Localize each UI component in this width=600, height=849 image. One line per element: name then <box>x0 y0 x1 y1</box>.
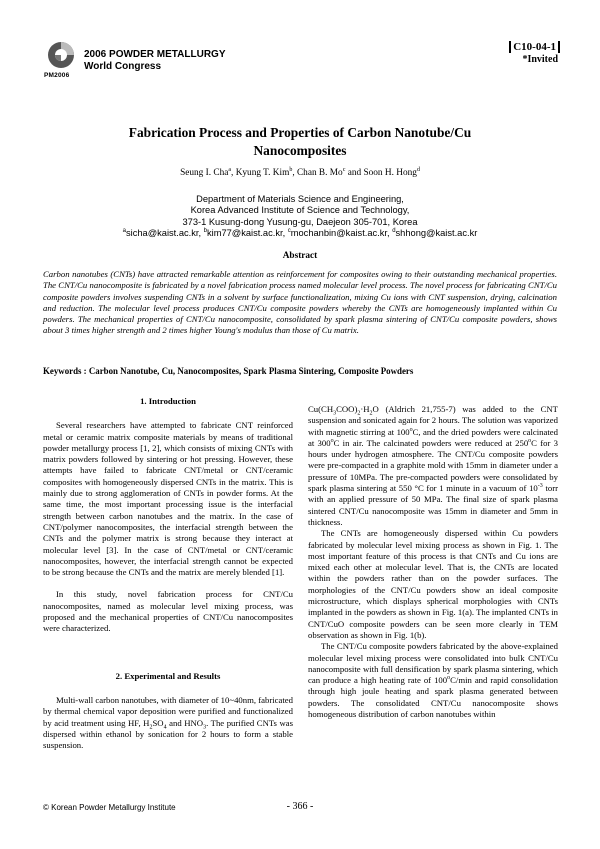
text-run: Multi-wall carbon nanotubes, with diameter of 10~40nm, fabricated by thermal chemical vapor deposition were purified and functionalized by acid treatment using HF, H <box>43 694 293 728</box>
subscript: 2 <box>357 410 361 417</box>
left-column <box>43 396 293 751</box>
text-run: C, and the dried powders were calcinated at 300 <box>308 426 558 448</box>
page-number: - 366 - <box>286 801 314 812</box>
superscript: o <box>528 438 532 444</box>
code-bar-right <box>558 41 560 53</box>
email-sup: d <box>392 228 396 235</box>
email: mochanbin@kaist.ac.kr, <box>290 228 390 239</box>
keywords: Keywords : Carbon Nanotube, Cu, Nanocomposites, Spark Plasma Sintering, Composite Powders <box>43 366 414 376</box>
email-sup: c <box>287 228 291 235</box>
text-run: The CNT/Cu composite powders fabricated by the above-explained molecular level mixing process were consolidated into bulk CNT/Cu nanocomposite with full densification by spark plasma sintering, which can produce a high heating rate of 100 <box>308 641 558 686</box>
author: Kyung T. Kim <box>235 168 290 178</box>
intro-paragraph-2: In this study, novel fabrication process for CNT/Cu nanocomposites, named as molecular level mixing process, was proposed and the mechanical properties of CNT/Cu nanocomposites were characterized. <box>43 589 293 634</box>
email: kim77@kaist.ac.kr, <box>207 228 286 239</box>
text-run: SO <box>152 717 164 728</box>
affiliation-line: Department of Materials Science and Engineering, <box>196 194 404 204</box>
section-heading-experimental: 2. Experimental and Results <box>115 670 221 681</box>
right-column <box>308 404 558 720</box>
text-run: COO) <box>336 404 358 414</box>
author-sup: d <box>416 166 420 173</box>
text-run: O (Aldrich 21,755-7) was added to the CNT suspension and sonicated again for 2 hours. The solution was vaporized with magnetic stirring at 100 <box>308 404 558 437</box>
text-run: torr with an applied pressure of 50 MPa. The final size of spark plasma sintered CNT/Cu nanocomposite was 15mm in diameter and 5mm in thickness. <box>308 483 558 527</box>
copyright-notice: © Korean Powder Metallurgy Institute <box>43 803 176 812</box>
author: Soon H. Hong <box>363 168 417 178</box>
author-sup: b <box>289 166 293 173</box>
text-run: and HNO <box>166 717 204 728</box>
subscript: 2 <box>369 410 373 417</box>
superscript: o <box>447 675 451 682</box>
subscript: 4 <box>163 724 167 731</box>
email: shhong@kaist.ac.kr <box>395 228 478 239</box>
experimental-paragraph-2 <box>308 404 558 528</box>
abstract-heading: Abstract <box>282 251 318 261</box>
logo-wordmark: PM2006 <box>44 72 70 79</box>
experimental-paragraph-1 <box>43 695 293 751</box>
superscript: o <box>409 426 413 433</box>
email-line <box>60 228 540 239</box>
section-heading-introduction: 1. Introduction <box>140 396 196 406</box>
results-paragraph-1: The CNTs are homogeneously dispersed within Cu powders fabricated by molecular level mixing process as shown in Fig. 1. The most important feature of this process is that CNTs and Cu ions are mixed each other at molecular level. That is, the CNTs are located within the powders rather than on the powder surfaces. The morphologies of the CNT/Cu powders show an ideal composite microstructure, which displays spherical morphologies with CNTs implanted in the powders as shown in Fig. 1(a). The implanted CNTs in CNT/CuO composite powders can be seen more clearly in TEM observation as shown in Fig. 1(b). <box>308 528 558 640</box>
author-conjunction: and <box>347 168 362 178</box>
abstract-text: Carbon nanotubes (CNTs) have attracted remarkable attention as reinforcement for composites owing to their outstanding mechanical properties. The CNT/Cu nanocomposite is fabricated by a novel fabrication process named molecular level process. The novel process for fabricating CNT/Cu composite powders involves suspending CNTs in a solvent by surface functionalization, mixing Cu ions with CNT suspension, drying, calcination and reduction. The molecular level process produces CNT/Cu composite powders whereby the CNTs are homogeneously implanted within Cu powders. The mechanical properties of CNT/Cu nanocomposite, consolidated by spark plasma sintering of CNT/Cu composite powders, shows about 3 times higher strength and 2 times higher Young's modulus than those of Cu matrix. <box>43 269 557 336</box>
title-line-2: Nanocomposites <box>253 143 347 158</box>
subscript: 3 <box>333 410 337 417</box>
subscript: 2 <box>149 724 153 731</box>
conference-name: 2006 POWDER METALLURGY <box>84 49 226 60</box>
superscript: o <box>330 438 334 444</box>
paper-code-box <box>509 41 560 53</box>
email: sicha@kaist.ac.kr, <box>126 228 202 239</box>
text-run: Cu(CH <box>308 404 334 414</box>
email-sup: a <box>122 228 126 235</box>
affiliation-line: Korea Advanced Institute of Science and Technology, <box>190 205 410 216</box>
superscript: -3 <box>537 483 543 490</box>
author: Chan B. Mo <box>296 168 343 178</box>
text-run: . The purified CNTs was dispersed within ethanol by sonication for 2 hours to form a stable suspension. <box>43 717 293 751</box>
affiliation <box>60 194 540 240</box>
text-run: C/min and rapid consolidation through high joule heating and spark plasma generated between powders. The consolidated CNT/Cu nanocomposite shows homogeneous distribution of carbon nanotubes within <box>308 675 558 720</box>
conference-subtitle: World Congress <box>84 61 162 72</box>
subscript: 3 <box>203 724 207 731</box>
results-paragraph-2 <box>308 641 558 720</box>
author-list: Seung I. Cha$^a$, Kyung T. Kim$^b$, Chan B. Mo$^c$ and Soon H. Hong$^d$ <box>180 166 420 178</box>
invited-label: *Invited <box>522 54 558 65</box>
author-sup: a <box>228 166 232 173</box>
paper-title <box>60 124 540 160</box>
affiliation-line: 373-1 Kusung-dong Yusung-gu, Daejeon 305-701, Korea <box>182 216 418 227</box>
paper-code: C10-04-1 <box>513 41 556 53</box>
text-run: ·H <box>360 404 370 414</box>
author: Seung I. Cha <box>180 168 229 178</box>
text-run: C for 3 hours under hydrogen atmosphere. The CNT/Cu composite powders were pre-compacted in a graphite mold with 15mm in diameter under a pressure of 10MPa. The pre-compacted powders were consolidated by spark plasma sintering at 550 °C for 1 minute in a vacuum of 10 <box>308 437 558 494</box>
author-sup: c <box>342 166 346 173</box>
text-run: C in air. The calcinated powders were reduced at 250 <box>333 437 529 448</box>
email-sup: b <box>203 228 207 235</box>
title-line-1: Fabrication Process and Properties of Carbon Nanotube/Cu <box>128 125 472 140</box>
intro-paragraph-1: Several researchers have attempted to fabricate CNT reinforced metal or ceramic matrix composite materials by means of traditional powder metallurgy process [1, 2], which consists of mixing CNTs with matrix powders followed by sintering or hot pressing. However, these attempts have failed to fabricate CNT/metal or CNT/ceramic composites with homogeneously dispersed CNTs in the matrix. This is mainly due to strong agglomeration of CNTs in powder forms. At the same time, the most important processing issue is the interfacial strength between carbon nanotubes and the matrix. In the case of CNT/polymer nanocomposites, the interfacial strength between the CNTs and the polymer matrix is strong because they interact at molecular level [3]. In the case of CNT/metal or CNT/ceramic nanocomposites, however, the interfacial strength cannot be expected to be strong because the CNTs and the matrix are merely blended [1]. <box>43 420 293 578</box>
